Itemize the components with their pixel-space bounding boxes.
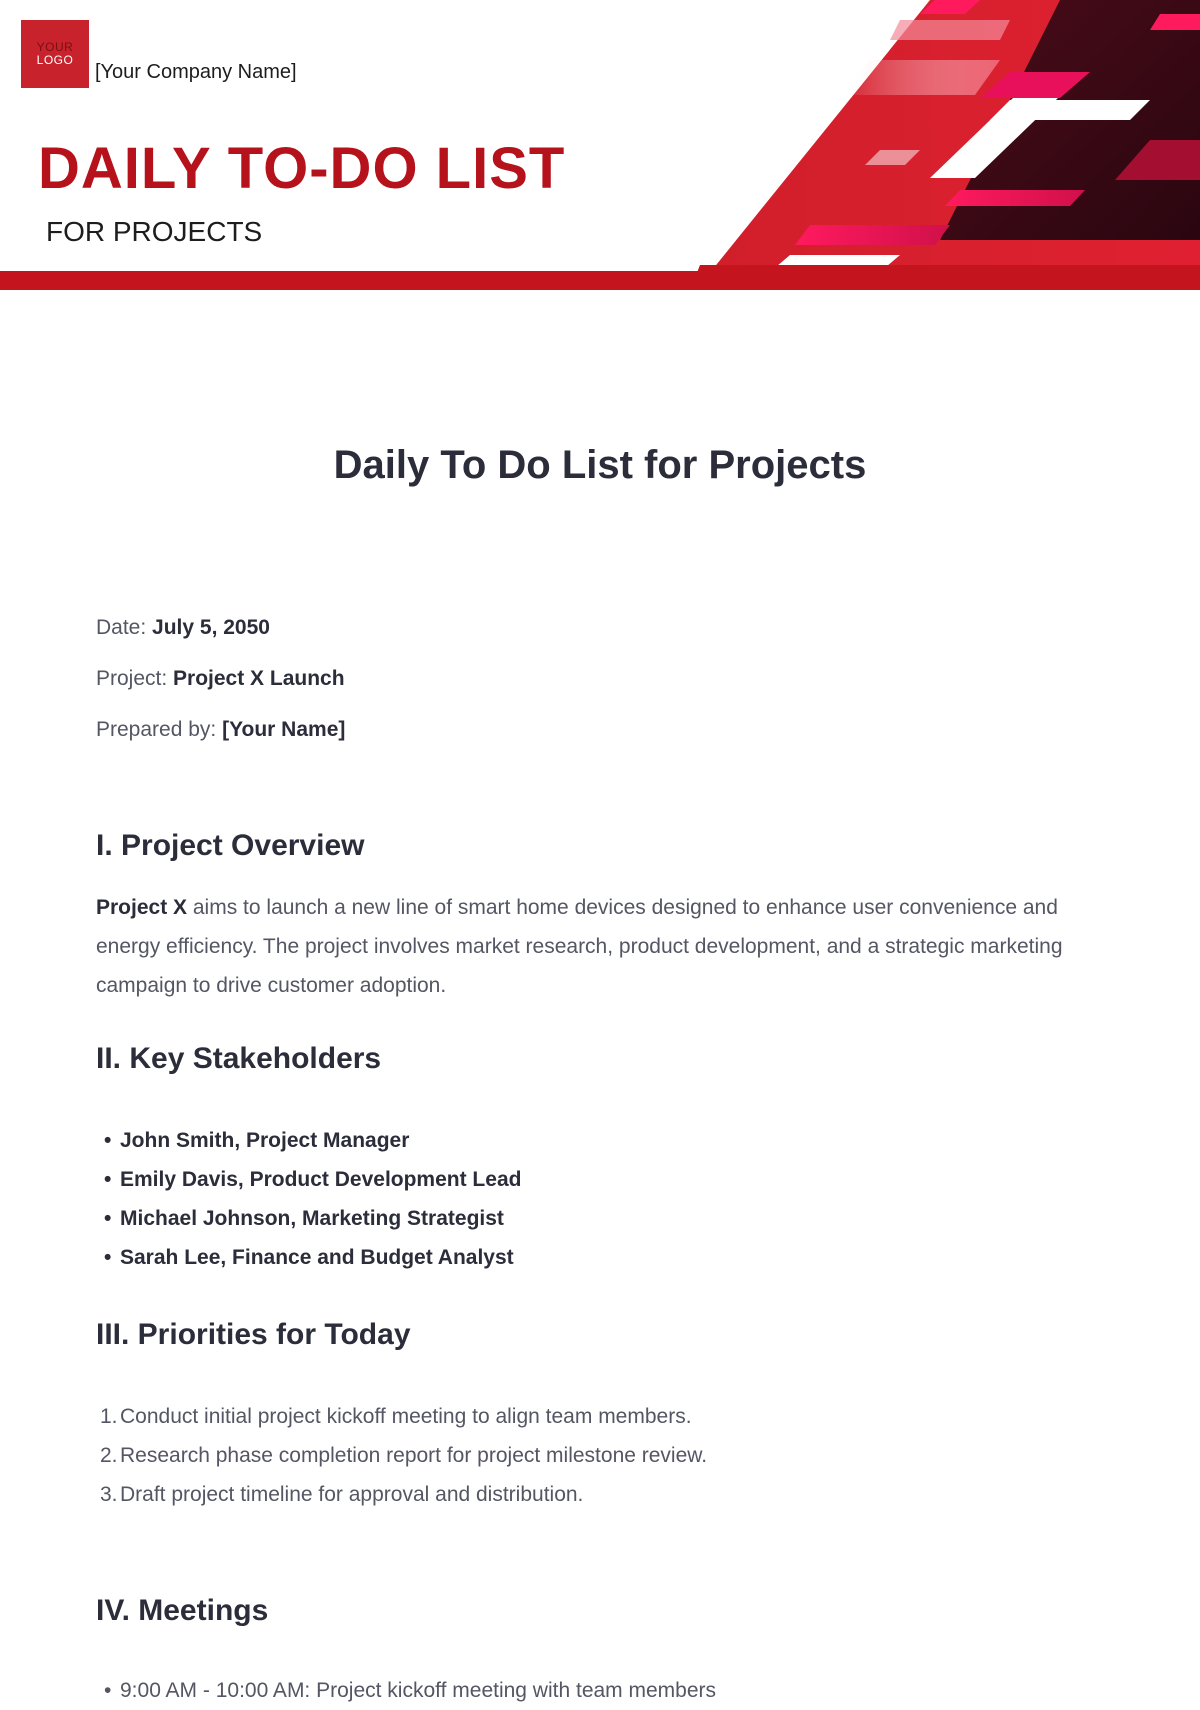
list-text: Research phase completion report for project milestone review. xyxy=(120,1444,708,1467)
section-title-stakeholders: II. Key Stakeholders xyxy=(96,1042,382,1075)
page-title: Daily To Do List for Projects xyxy=(333,443,867,487)
project-line xyxy=(96,668,345,689)
prepared-by-line xyxy=(96,719,345,740)
logo-text-bottom: LOGO xyxy=(36,53,74,67)
header-banner xyxy=(0,0,1200,290)
list-item xyxy=(100,1436,707,1475)
section-title-meetings: IV. Meetings xyxy=(96,1594,269,1627)
overview-paragraph xyxy=(96,888,1116,1005)
list-item: • Michael Johnson, Marketing Strategist xyxy=(100,1199,521,1238)
stakeholder-list xyxy=(100,1121,521,1277)
priority-list xyxy=(100,1397,707,1514)
company-logo xyxy=(21,20,89,88)
company-name: [Your Company Name] xyxy=(95,61,297,83)
project-value: Project X Launch xyxy=(173,667,345,690)
list-item xyxy=(100,1397,707,1436)
project-label: Project: xyxy=(96,667,174,690)
list-item: • Sarah Lee, Finance and Budget Analyst xyxy=(100,1238,521,1277)
list-number: 3. xyxy=(100,1483,118,1506)
list-text: Draft project timeline for approval and distribution. xyxy=(120,1483,584,1506)
logo-text-top: YOUR xyxy=(36,40,74,55)
list-item: • 9:00 AM - 10:00 AM: Project kickoff meeting with team members xyxy=(100,1671,716,1710)
prepared-by-label: Prepared by: xyxy=(96,718,223,741)
date-line xyxy=(96,617,270,638)
banner-title: DAILY TO-DO LIST xyxy=(38,136,566,201)
list-text: Conduct initial project kickoff meeting to align team members. xyxy=(120,1405,692,1428)
list-item: • John Smith, Project Manager xyxy=(100,1121,521,1160)
date-value: July 5, 2050 xyxy=(152,616,270,639)
meeting-list xyxy=(100,1671,716,1710)
list-number: 1. xyxy=(100,1405,118,1428)
section-title-priorities: III. Priorities for Today xyxy=(96,1318,411,1351)
date-label: Date: xyxy=(96,616,153,639)
list-item xyxy=(100,1475,707,1514)
list-item: • Emily Davis, Product Development Lead xyxy=(100,1160,521,1199)
section-title-overview: I. Project Overview xyxy=(96,829,365,862)
list-number: 2. xyxy=(100,1444,118,1467)
prepared-by-value: [Your Name] xyxy=(222,718,346,741)
overview-lead: Project X xyxy=(96,896,188,919)
banner-subtitle: FOR PROJECTS xyxy=(46,216,263,247)
overview-text: aims to launch a new line of smart home devices designed to enhance user convenience and energy efficiency. The project involves market research, product development, and a strategic marketing campaign to drive customer adoption. xyxy=(96,896,1063,997)
